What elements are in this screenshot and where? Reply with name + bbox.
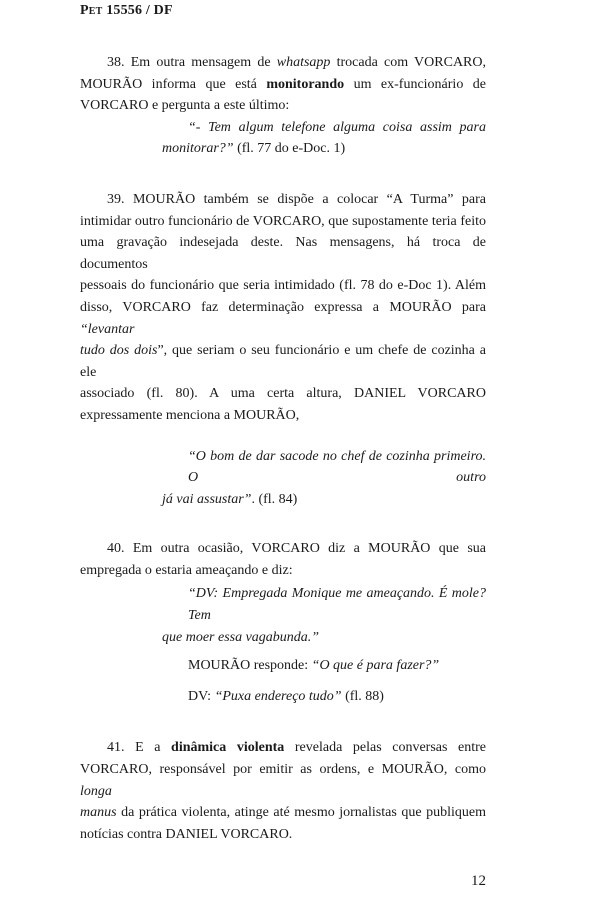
paragraph-41 bbox=[80, 737, 486, 845]
document-body bbox=[80, 52, 486, 911]
text-line bbox=[80, 232, 486, 275]
quote-39 bbox=[80, 446, 486, 511]
text-run: empregada o estaria ameaçando e diz: bbox=[80, 562, 293, 578]
text-line bbox=[80, 538, 486, 560]
italic-text: “Puxa endereço tudo” bbox=[214, 688, 342, 704]
text-line bbox=[80, 52, 486, 74]
text-line bbox=[80, 74, 486, 96]
text-run: pessoais do funcionário que seria intimidado (fl. 78 do e-Doc 1). Além bbox=[80, 278, 486, 294]
text-line bbox=[80, 489, 486, 511]
text-run: intimidar outro funcionário de VORCARO, que supostamente teria feito bbox=[80, 213, 486, 229]
italic-text: tudo dos dois bbox=[80, 343, 158, 359]
text-run: MOURÃO informa que está bbox=[80, 76, 267, 92]
text-run: VORCARO, responsável por emitir as ordens, e MOURÃO, como bbox=[80, 762, 486, 778]
document-header: Pet 15556 / DF bbox=[80, 3, 173, 18]
text-line bbox=[80, 189, 486, 211]
text-line bbox=[80, 383, 486, 405]
text-line bbox=[80, 446, 486, 489]
text-run: VORCARO e pergunta a este último: bbox=[80, 98, 290, 114]
text-run: uma gravação indesejada deste. Nas mensagens, há troca de documentos bbox=[80, 235, 486, 272]
text-run: 39. MOURÃO também se dispõe a colocar “A Turma” para bbox=[107, 191, 486, 207]
text-line bbox=[80, 297, 486, 340]
text-run: associado (fl. 80). A uma certa altura, DANIEL VORCARO bbox=[80, 386, 486, 402]
text-run: ”, que seriam o seu funcionário e um chefe de cozinha a ele bbox=[80, 343, 486, 380]
italic-text: manus bbox=[80, 805, 117, 821]
italic-text: que moer essa vagabunda.” bbox=[162, 629, 320, 645]
text-line bbox=[80, 211, 486, 233]
paragraph-40 bbox=[80, 538, 486, 581]
paragraph-39 bbox=[80, 189, 486, 427]
bold-text: monitorando bbox=[266, 76, 345, 92]
text-run: (fl. 77 do e-Doc. 1) bbox=[233, 141, 346, 157]
text-run: um ex-funcionário de bbox=[344, 76, 486, 92]
italic-text: “DV: Empregada Monique me ameaçando. É mole? Tem bbox=[188, 586, 486, 624]
text-run: trocada com VORCARO, bbox=[330, 55, 487, 70]
text-line bbox=[80, 737, 486, 759]
text-run: notícias contra DANIEL VORCARO. bbox=[80, 826, 293, 842]
quote-40 bbox=[80, 583, 486, 648]
text-line bbox=[80, 405, 486, 427]
text-line bbox=[80, 560, 486, 582]
text-line bbox=[80, 275, 486, 297]
quote-38 bbox=[80, 117, 486, 160]
text-run: revelada pelas conversas entre bbox=[284, 740, 487, 756]
text-run: MOURÃO responde: bbox=[188, 658, 312, 674]
text-run: (fl. 88) bbox=[341, 688, 384, 704]
text-line bbox=[80, 95, 486, 117]
italic-text: “levantar bbox=[80, 321, 135, 337]
text-line bbox=[80, 627, 486, 649]
text-line bbox=[80, 655, 486, 677]
bold-text: dinâmica violenta bbox=[171, 740, 285, 756]
text-line bbox=[80, 340, 486, 383]
italic-text: “- Tem algum telefone alguma coisa assim para bbox=[188, 119, 486, 135]
page-number: 12 bbox=[471, 873, 486, 890]
text-run: . (fl. 84) bbox=[251, 491, 298, 507]
text-run: disso, VORCARO faz determinação expressa a MOURÃO para bbox=[80, 299, 486, 315]
text-run: 41. E a bbox=[107, 740, 172, 756]
text-line bbox=[80, 138, 486, 160]
text-run: 40. Em outra ocasião, VORCARO diz a MOURÃO que sua bbox=[107, 541, 486, 557]
reply-mourao bbox=[80, 655, 486, 677]
text-line bbox=[80, 802, 486, 824]
text-run: da prática violenta, atinge até mesmo jornalistas que publiquem bbox=[116, 805, 486, 821]
text-line bbox=[80, 583, 486, 626]
text-run: expressamente menciona a MOURÃO, bbox=[80, 407, 300, 423]
italic-text: “O bom de dar sacode no chef de cozinha primeiro. O outro bbox=[188, 448, 486, 486]
italic-text: “O que é para fazer?” bbox=[311, 658, 440, 674]
italic-text: longa bbox=[80, 783, 112, 799]
text-line bbox=[80, 824, 486, 846]
text-line bbox=[80, 759, 486, 802]
italic-text: whatsapp bbox=[276, 55, 331, 70]
text-line bbox=[80, 117, 486, 139]
text-run: DV: bbox=[188, 688, 215, 704]
italic-text: já vai assustar” bbox=[162, 491, 252, 507]
italic-text: monitorar?” bbox=[162, 141, 234, 157]
text-line bbox=[80, 686, 486, 708]
paragraph-38 bbox=[80, 52, 486, 117]
reply-dv bbox=[80, 686, 486, 708]
text-run: 38. Em outra mensagem de bbox=[107, 55, 277, 70]
